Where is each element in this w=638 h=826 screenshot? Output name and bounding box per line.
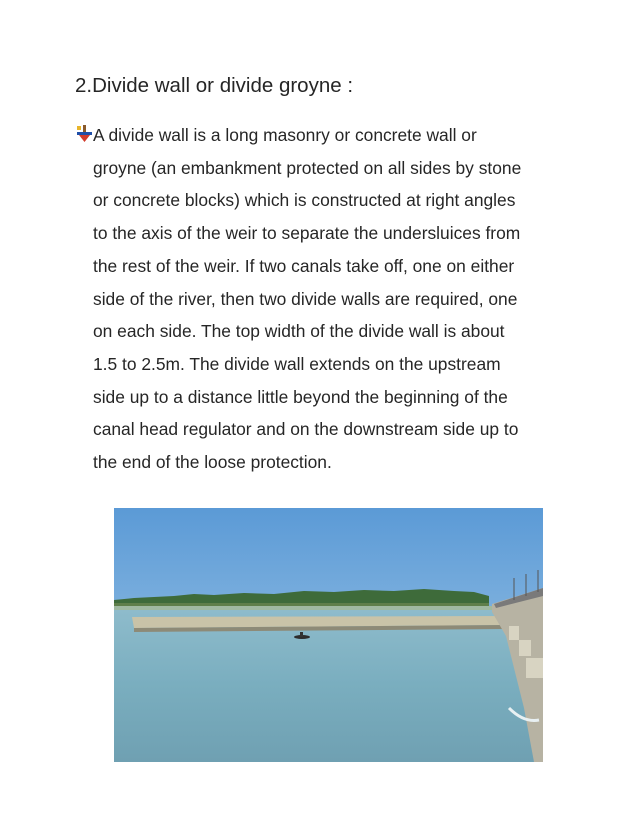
- paragraph-line: or concrete blocks) which is constructed at right angles: [93, 190, 516, 211]
- river-scene-image: [114, 508, 543, 762]
- paragraph-line: groyne (an embankment protected on all sides by stone: [93, 157, 522, 178]
- paragraph-line: 1.5 to 2.5m. The divide wall extends on the upstream: [93, 353, 501, 374]
- body-paragraph: [93, 119, 563, 479]
- divide-wall-photo: [114, 508, 543, 762]
- paragraph-line: the rest of the weir. If two canals take off, one on either: [93, 255, 515, 276]
- paragraph-line: canal head regulator and on the downstream side up to: [93, 419, 519, 440]
- paragraph-line: side of the river, then two divide walls are required, one: [93, 288, 518, 309]
- paragraph-line: side up to a distance little beyond the beginning of the: [93, 386, 508, 407]
- paragraph-line: to the axis of the weir to separate the undersluices from: [93, 223, 521, 244]
- arrow-bullet-icon: [75, 124, 94, 143]
- paragraph-line: on each side. The top width of the divide wall is about: [93, 321, 505, 342]
- paragraph-line: the end of the loose protection.: [93, 452, 332, 473]
- section-heading: 2.Divide wall or divide groyne :: [75, 74, 354, 97]
- paragraph-line: A divide wall is a long masonry or concrete wall or: [93, 125, 477, 145]
